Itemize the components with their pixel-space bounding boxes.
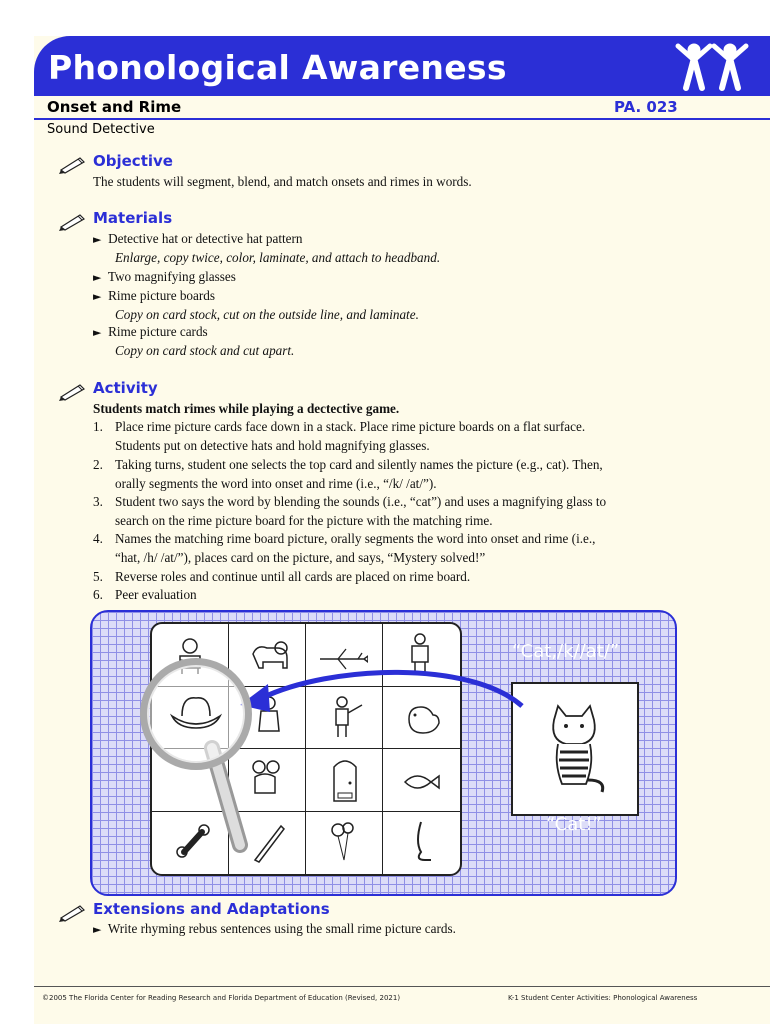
materials-note: Copy on card stock and cut apart.	[115, 343, 295, 358]
step-line: orally segments the word into onset and rime (i.e., “/k/ /at/”).	[115, 476, 437, 491]
step-line: “hat, /h/ /at/”), places card on the picture, and says, “Mystery solved!”	[115, 550, 486, 565]
speech-onset-rime: “Cat,/k//at/”	[512, 641, 620, 662]
triangle-bullet-icon: ►	[93, 271, 102, 284]
activity-name: Sound Detective	[47, 122, 155, 137]
triangle-bullet-icon: ►	[93, 326, 102, 339]
step-number: 2.	[93, 457, 103, 472]
subtitle: Onset and Rime	[47, 98, 182, 116]
step-line: search on the rime picture board for the picture with the matching rime.	[115, 513, 493, 528]
extensions-heading: Extensions and Adaptations	[93, 900, 330, 918]
objective-text: The students will segment, blend, and match onsets and rimes in words.	[93, 174, 472, 189]
step-number: 4.	[93, 531, 103, 546]
materials-note: Copy on card stock, cut on the outside line, and laminate.	[115, 307, 419, 322]
step-line: Names the matching rime board picture, orally segments the word into onset and rime (i.e.,	[115, 531, 596, 546]
extensions-item: ► Write rhyming rebus sentences using the small rime picture cards.	[93, 921, 456, 936]
triangle-bullet-icon: ►	[93, 923, 102, 936]
objective-heading: Objective	[93, 152, 173, 170]
step-line: Students put on detective hats and hold magnifying glasses.	[115, 438, 430, 453]
materials-item: ► Detective hat or detective hat pattern	[93, 231, 303, 246]
page-title: Phonological Awareness	[48, 48, 507, 87]
step-line: Peer evaluation	[115, 587, 197, 602]
step-number: 5.	[93, 569, 103, 584]
step-line: Taking turns, student one selects the top card and silently names the picture (e.g., cat). Then,	[115, 457, 603, 472]
footer-copyright: ©2005 The Florida Center for Reading Research and Florida Department of Education (Revised, 2021)	[42, 994, 401, 1002]
step-number: 6.	[93, 587, 103, 602]
step-line: Place rime picture cards face down in a stack. Place rime picture boards on a flat surface.	[115, 419, 586, 434]
materials-heading: Materials	[93, 209, 173, 227]
pencil-icon	[58, 902, 88, 922]
step-number: 1.	[93, 419, 103, 434]
materials-note: Enlarge, copy twice, color, laminate, and attach to headband.	[115, 250, 441, 265]
activity-lead: Students match rimes while playing a dectective game.	[93, 401, 400, 416]
footer-series: K-1 Student Center Activities: Phonological Awareness	[508, 994, 698, 1002]
speech-blend: “Cat!”	[546, 814, 602, 835]
materials-item: ► Two magnifying glasses	[93, 269, 236, 284]
step-number: 3.	[93, 494, 103, 509]
materials-item: ► Rime picture boards	[93, 288, 215, 303]
step-line: Student two says the word by blending the sounds (i.e., “cat”) and uses a magnifying glass to	[115, 494, 607, 509]
step-line: Reverse roles and continue until all cards are placed on rime board.	[115, 569, 471, 584]
triangle-bullet-icon: ►	[93, 290, 102, 303]
activity-code: PA. 023	[614, 98, 678, 116]
footer-divider	[34, 986, 770, 987]
materials-item: ► Rime picture cards	[93, 324, 208, 339]
triangle-bullet-icon: ►	[93, 233, 102, 246]
activity-heading: Activity	[93, 379, 158, 397]
